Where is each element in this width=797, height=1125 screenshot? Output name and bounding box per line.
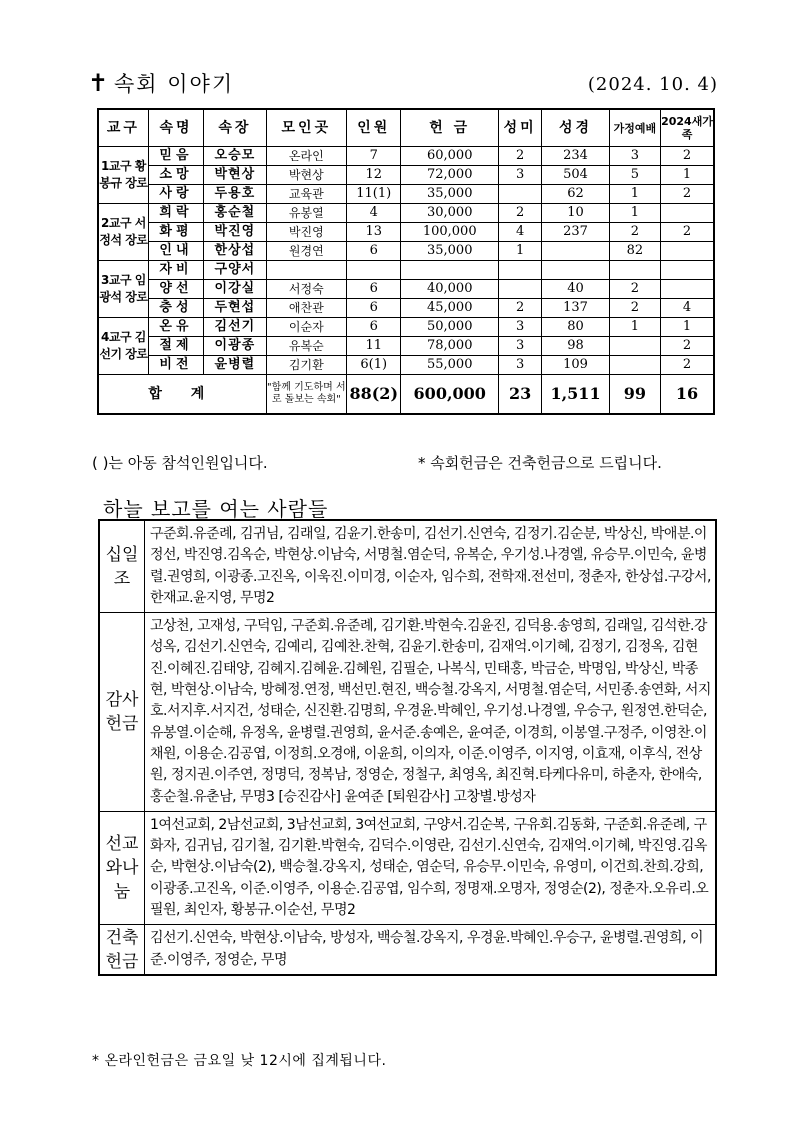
donor-names: 1여선교회, 2남선교회, 3남선교회, 3여선교회, 구양서.김순복, 구유회.김동화, 구준회.유준례, 구화자, 김귀님, 김기철, 김기환.박현숙, 김덕수.이영란, 김선기.신연숙, 김재억.이기혜, 박진영.김옥순, 박현상.이남숙(2), 백승철.강옥지, 성태순, 염순덕, 유승무.이민숙, 유영미, 이건희.찬희.강희, 이광종.고진옥, 이준.이영주, 이용순.김공엽, 임수희, 정명재.오명자, 정영순(2), 정춘자.오유리.오필원, 최인자, 황봉규.이순선, 무명2 bbox=[145, 811, 717, 924]
offering-note: * 속회헌금은 건축헌금으로 드립니다. bbox=[418, 454, 662, 472]
cell-group: 소망 bbox=[148, 166, 203, 185]
donor-category: 감사헌금 bbox=[99, 613, 145, 812]
total-bible: 1,511 bbox=[542, 375, 609, 415]
cell-count: 4 bbox=[347, 204, 401, 223]
cell-leader: 이강실 bbox=[204, 280, 266, 299]
cell-count: 12 bbox=[347, 166, 401, 185]
cell-newfamily bbox=[661, 261, 714, 280]
footnote: * 온라인헌금은 금요일 낮 12시에 집계됩니다. bbox=[92, 1053, 387, 1069]
col-header: 인원 bbox=[347, 109, 401, 147]
cell-newfamily bbox=[661, 204, 714, 223]
cell-offering bbox=[401, 261, 499, 280]
donor-names: 고상천, 고재성, 구덕임, 구준회.유준례, 김기환.박현숙.김윤진, 김덕용.송영희, 김래일, 김석한.강성옥, 김선기.신연숙, 김예리, 김예찬.찬혁, 김윤기.한송미, 김재억.이기혜, 김정기, 김정옥, 김현진.이혜진.김태양, 김혜지.김혜윤.김혜원, 김필순, 나복식, 민태홍, 박금순, 박명임, 박상신, 박종현, 박현상.이남숙, 방혜정.연정, 백선민.현진, 백승철.강옥지, 서명철.염순덕, 서민종.송연화, 서지호.서지후.서지건, 성태순, 신진환.김명희, 우경윤.박혜인, 우기성.나경엘, 우승구, 원정연.한덕순, 유봉열.이순해, 유정옥, 윤병렬.권영희, 윤서준.송예은, 윤여준, 이경희, 이봉열.구정주, 이영찬.이채원, 이용순.김공엽, 이정희.오경애, 이윤희, 이의자, 이준.이영주, 이지영, 이효재, 이후식, 전상원, 정지권.이주연, 정명덕, 정복남, 정영순, 정철구, 최영옥, 최진혁.타케다유미, 하춘자, 한애숙, 홍순철.유춘남, 무명3 [승진감사] 윤여준 [퇴원감사] 고창별.방성자 bbox=[145, 613, 717, 812]
cell-leader: 오승모 bbox=[204, 147, 266, 166]
col-header: 2024새가족 bbox=[661, 109, 714, 147]
cell-worship: 1 bbox=[609, 318, 660, 337]
col-header: 교구 bbox=[98, 109, 148, 147]
cell-place: 애찬관 bbox=[266, 299, 347, 318]
cell-place: 이순자 bbox=[266, 318, 347, 337]
cell-worship: 1 bbox=[609, 204, 660, 223]
cell-leader: 이광종 bbox=[204, 337, 266, 356]
donor-category: 건축헌금 bbox=[99, 925, 145, 975]
total-offering: 600,000 bbox=[401, 375, 499, 415]
cell-newfamily: 2 bbox=[661, 185, 714, 204]
cell-rice: 3 bbox=[499, 318, 542, 337]
cell-worship: 82 bbox=[609, 242, 660, 261]
cell-bible bbox=[542, 261, 609, 280]
table-row bbox=[98, 356, 714, 375]
motto: "함께 기도하며 서로 돌보는 속회" bbox=[266, 375, 347, 415]
cell-count: 6(1) bbox=[347, 356, 401, 375]
cell-worship: 5 bbox=[609, 166, 660, 185]
attendance-table bbox=[97, 108, 715, 415]
col-header: 성경 bbox=[542, 109, 609, 147]
table-row bbox=[98, 261, 714, 280]
cell-place: 박현상 bbox=[266, 166, 347, 185]
cell-newfamily: 2 bbox=[661, 356, 714, 375]
donor-names: 김선기.신연숙, 박현상.이남숙, 방성자, 백승철.강옥지, 우경윤.박혜인.우승구, 윤병렬.권영희, 이준.이영주, 정영순, 무명 bbox=[145, 925, 717, 975]
cell-count: 6 bbox=[347, 280, 401, 299]
page-title: 속회 이야기 bbox=[114, 72, 235, 96]
cell-group: 온유 bbox=[148, 318, 203, 337]
donor-category: 선교와나눔 bbox=[99, 811, 145, 924]
cell-leader: 홍순철 bbox=[204, 204, 266, 223]
cell-offering: 40,000 bbox=[401, 280, 499, 299]
cell-rice bbox=[499, 185, 542, 204]
table-row bbox=[98, 204, 714, 223]
cell-worship: 1 bbox=[609, 185, 660, 204]
cell-group: 인내 bbox=[148, 242, 203, 261]
cell-bible: 234 bbox=[542, 147, 609, 166]
cell-worship bbox=[609, 261, 660, 280]
cell-count: 11(1) bbox=[347, 185, 401, 204]
cell-rice: 3 bbox=[499, 356, 542, 375]
cell-newfamily: 1 bbox=[661, 166, 714, 185]
cell-newfamily: 2 bbox=[661, 337, 714, 356]
cell-place: 교육관 bbox=[266, 185, 347, 204]
table-row bbox=[98, 166, 714, 185]
cell-leader: 구양서 bbox=[204, 261, 266, 280]
cell-leader: 윤병렬 bbox=[204, 356, 266, 375]
table-row bbox=[98, 185, 714, 204]
table-row bbox=[98, 242, 714, 261]
donor-names: 구준회.유준례, 김귀님, 김래일, 김윤기.한송미, 김선기.신연숙, 김정기.김순분, 박상신, 박애분.이정선, 박진영.김옥순, 박현상.이남숙, 서명철.염순덕, 유복순, 우기성.나경엘, 유승무.이민숙, 윤병렬.권영희, 이광종.고진옥, 이욱진.이미경, 이순자, 임수희, 전학재.전선미, 정춘자, 한상섭.구강서, 한재교.윤지영, 무명2 bbox=[145, 520, 717, 613]
table-row bbox=[98, 223, 714, 242]
cell-group: 화평 bbox=[148, 223, 203, 242]
donor-section bbox=[99, 613, 716, 812]
cell-newfamily: 2 bbox=[661, 147, 714, 166]
cell-worship bbox=[609, 337, 660, 356]
cell-worship bbox=[609, 356, 660, 375]
table-row bbox=[98, 147, 714, 166]
cell-newfamily bbox=[661, 242, 714, 261]
total-rice: 23 bbox=[499, 375, 542, 415]
district-name: 4교구 김선기 장로 bbox=[98, 318, 148, 375]
donor-section bbox=[99, 925, 716, 975]
cell-leader: 두현섭 bbox=[204, 299, 266, 318]
cell-leader: 박현상 bbox=[204, 166, 266, 185]
col-header: 헌 금 bbox=[401, 109, 499, 147]
col-header: 속장 bbox=[204, 109, 266, 147]
cell-newfamily: 4 bbox=[661, 299, 714, 318]
child-note: ( )는 아동 참석인원입니다. bbox=[92, 454, 268, 472]
cell-worship: 2 bbox=[609, 299, 660, 318]
cell-worship: 2 bbox=[609, 223, 660, 242]
cell-count: 13 bbox=[347, 223, 401, 242]
cell-rice: 3 bbox=[499, 337, 542, 356]
cell-group: 비전 bbox=[148, 356, 203, 375]
cell-leader: 박진영 bbox=[204, 223, 266, 242]
cell-bible: 504 bbox=[542, 166, 609, 185]
cell-worship: 3 bbox=[609, 147, 660, 166]
header bbox=[88, 68, 718, 100]
total-row bbox=[98, 375, 714, 415]
cell-bible: 109 bbox=[542, 356, 609, 375]
cell-rice bbox=[499, 261, 542, 280]
donor-section bbox=[99, 520, 716, 613]
cell-count: 6 bbox=[347, 242, 401, 261]
total-label: 합 계 bbox=[98, 375, 266, 415]
table-row bbox=[98, 299, 714, 318]
cell-rice bbox=[499, 280, 542, 299]
cell-bible bbox=[542, 242, 609, 261]
col-header: 속명 bbox=[148, 109, 203, 147]
cell-offering: 60,000 bbox=[401, 147, 499, 166]
cell-newfamily: 1 bbox=[661, 318, 714, 337]
cell-group: 사랑 bbox=[148, 185, 203, 204]
cell-rice: 1 bbox=[499, 242, 542, 261]
cell-place: 유봉열 bbox=[266, 204, 347, 223]
cell-worship: 2 bbox=[609, 280, 660, 299]
district-name: 2교구 서정석 장로 bbox=[98, 204, 148, 261]
cell-place bbox=[266, 261, 347, 280]
cell-group: 자비 bbox=[148, 261, 203, 280]
cell-count: 6 bbox=[347, 318, 401, 337]
cell-offering: 78,000 bbox=[401, 337, 499, 356]
cell-place: 원경연 bbox=[266, 242, 347, 261]
total-worship: 99 bbox=[609, 375, 660, 415]
col-header: 성미 bbox=[499, 109, 542, 147]
section-title: 하늘 보고를 여는 사람들 bbox=[103, 497, 329, 521]
cell-offering: 35,000 bbox=[401, 185, 499, 204]
table-row bbox=[98, 337, 714, 356]
cell-bible: 10 bbox=[542, 204, 609, 223]
cell-place: 서정숙 bbox=[266, 280, 347, 299]
cell-bible: 237 bbox=[542, 223, 609, 242]
district-name: 1교구 황봉규 장로 bbox=[98, 147, 148, 204]
cell-rice: 2 bbox=[499, 204, 542, 223]
cell-rice: 4 bbox=[499, 223, 542, 242]
cross-icon: ✝ bbox=[88, 69, 109, 97]
cell-group: 양선 bbox=[148, 280, 203, 299]
cell-group: 믿음 bbox=[148, 147, 203, 166]
cell-place: 온라인 bbox=[266, 147, 347, 166]
cell-count: 6 bbox=[347, 299, 401, 318]
cell-leader: 한상섭 bbox=[204, 242, 266, 261]
donor-category: 십일조 bbox=[99, 520, 145, 613]
cell-place: 김기환 bbox=[266, 356, 347, 375]
table-row bbox=[98, 280, 714, 299]
cell-count bbox=[347, 261, 401, 280]
cell-bible: 40 bbox=[542, 280, 609, 299]
cell-offering: 72,000 bbox=[401, 166, 499, 185]
cell-rice: 2 bbox=[499, 299, 542, 318]
cell-newfamily bbox=[661, 280, 714, 299]
district-name: 3교구 임광석 장로 bbox=[98, 261, 148, 318]
cell-leader: 김선기 bbox=[204, 318, 266, 337]
cell-bible: 98 bbox=[542, 337, 609, 356]
cell-offering: 55,000 bbox=[401, 356, 499, 375]
cell-offering: 50,000 bbox=[401, 318, 499, 337]
date: (2024. 10. 4) bbox=[587, 74, 718, 95]
total-newfamily: 16 bbox=[661, 375, 714, 415]
cell-leader: 두용호 bbox=[204, 185, 266, 204]
cell-bible: 62 bbox=[542, 185, 609, 204]
total-count: 88(2) bbox=[347, 375, 401, 415]
cell-offering: 30,000 bbox=[401, 204, 499, 223]
cell-place: 박진영 bbox=[266, 223, 347, 242]
cell-group: 충성 bbox=[148, 299, 203, 318]
col-header: 가정예배 bbox=[609, 109, 660, 147]
cell-newfamily: 2 bbox=[661, 223, 714, 242]
donor-table bbox=[98, 519, 717, 976]
cell-offering: 100,000 bbox=[401, 223, 499, 242]
cell-bible: 137 bbox=[542, 299, 609, 318]
cell-group: 절제 bbox=[148, 337, 203, 356]
cell-bible: 80 bbox=[542, 318, 609, 337]
cell-count: 7 bbox=[347, 147, 401, 166]
cell-group: 희락 bbox=[148, 204, 203, 223]
donor-section bbox=[99, 811, 716, 924]
cell-rice: 3 bbox=[499, 166, 542, 185]
cell-rice: 2 bbox=[499, 147, 542, 166]
cell-count: 11 bbox=[347, 337, 401, 356]
cell-place: 유복순 bbox=[266, 337, 347, 356]
cell-offering: 45,000 bbox=[401, 299, 499, 318]
cell-offering: 35,000 bbox=[401, 242, 499, 261]
col-header: 모인곳 bbox=[266, 109, 347, 147]
table-row bbox=[98, 318, 714, 337]
